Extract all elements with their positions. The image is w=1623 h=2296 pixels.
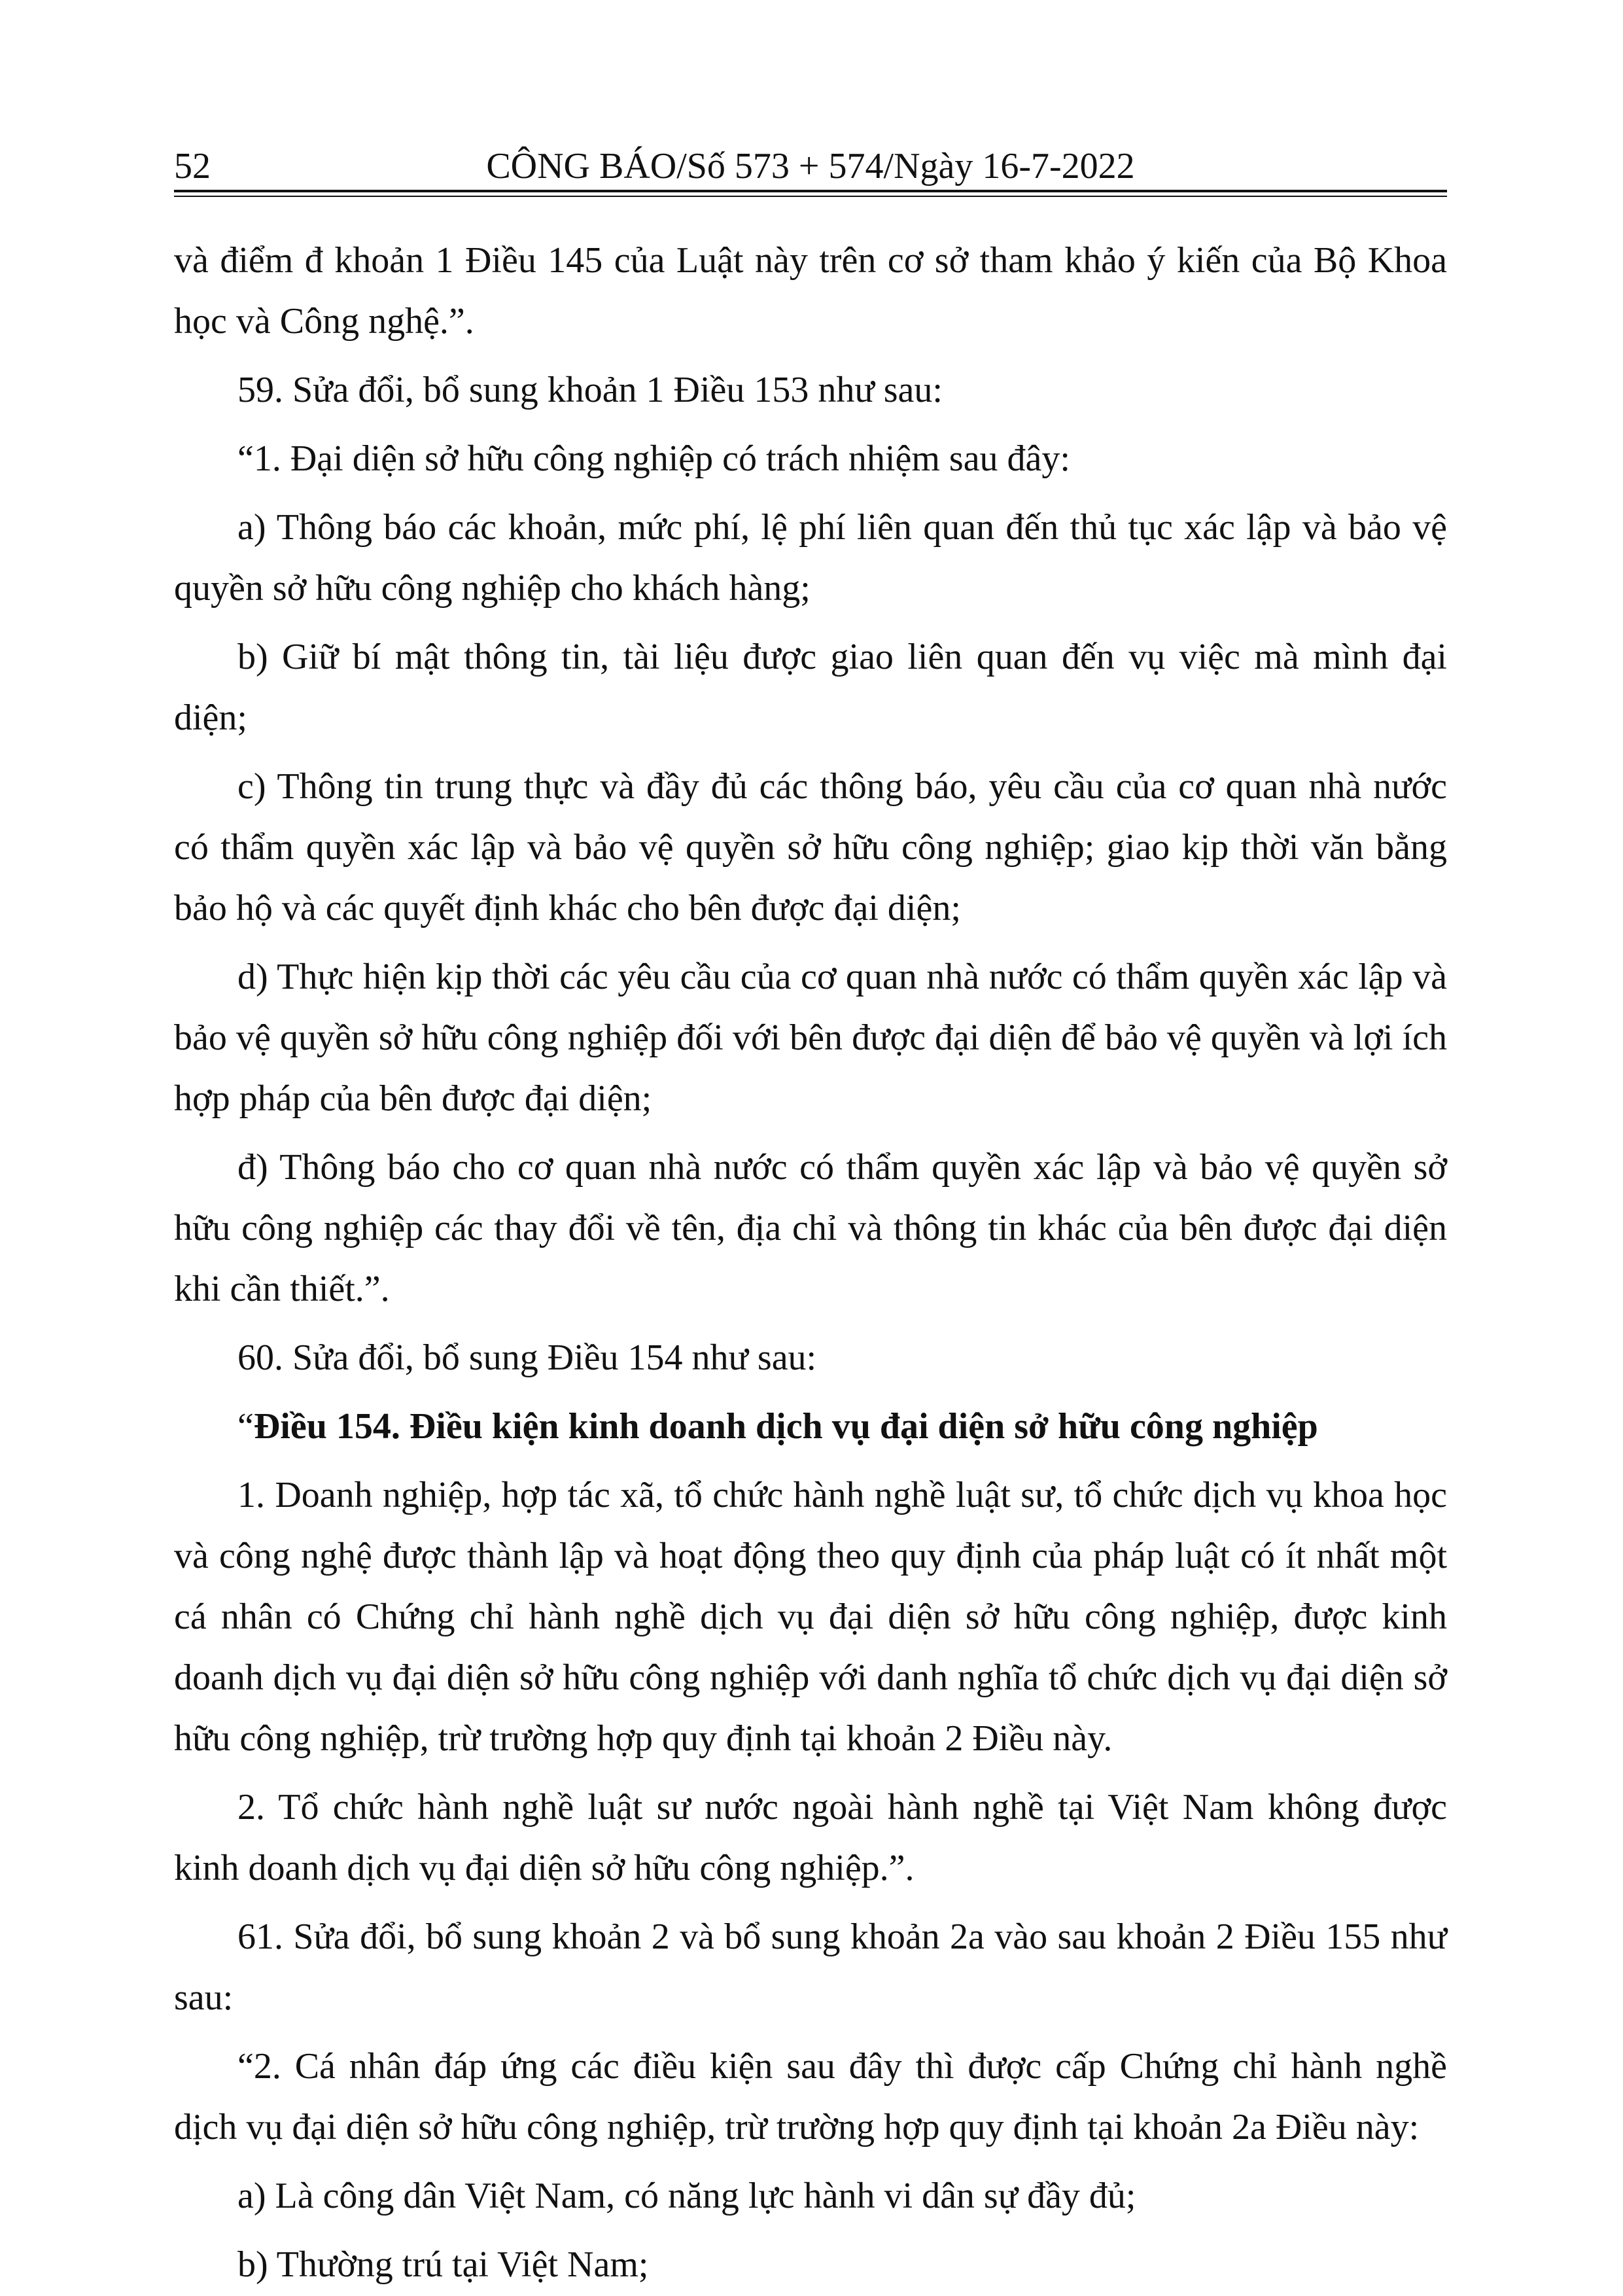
paragraph-article-154-clause-1: 1. Doanh nghiệp, hợp tác xã, tổ chức hành nghề luật sư, tổ chức dịch vụ khoa học và công nghệ được thành lập và hoạt động theo quy định của pháp luật có ít nhất một cá nhân có Chứng chỉ hành nghề dịch vụ đại diện sở hữu công nghiệp, được kinh doanh dịch vụ đại diện sở hữu công nghiệp với danh nghĩa tổ chức dịch vụ đại diện sở hữu công nghiệp, trừ trường hợp quy định tại khoản 2 Điều này. [174,1475,1447,1759]
document-body [174,230,1447,2295]
paragraph-article-154-clause-2: 2. Tổ chức hành nghề luật sư nước ngoài hành nghề tại Việt Nam không được kinh doanh dịch vụ đại diện sở hữu công nghiệp.”. [174,1787,1447,1888]
opening-quote: “ [237,1406,254,1447]
header-rule-thin [174,196,1447,197]
header-rule-thick [174,190,1447,192]
paragraph-item-61: 61. Sửa đổi, bổ sung khoản 2 và bổ sung khoản 2a vào sau khoản 2 Điều 155 như sau: [174,1916,1447,2018]
paragraph-item-60: 60. Sửa đổi, bổ sung Điều 154 như sau: [237,1337,817,1378]
paragraph-clause-2-point-a: a) Là công dân Việt Nam, có năng lực hành vi dân sự đầy đủ; [237,2176,1136,2216]
paragraph-item-59: 59. Sửa đổi, bổ sung khoản 1 Điều 153 như sau: [237,370,943,410]
page-header [174,143,1447,190]
page-number: 52 [174,146,211,186]
paragraph-clause-1: “1. Đại diện sở hữu công nghiệp có trách nhiệm sau đây: [237,438,1070,479]
paragraph-continuation: và điểm đ khoản 1 Điều 145 của Luật này trên cơ sở tham khảo ý kiến của Bộ Khoa học và Công nghệ.”. [174,240,1447,342]
paragraph-point-dd: đ) Thông báo cho cơ quan nhà nước có thẩm quyền xác lập và bảo vệ quyền sở hữu công nghiệp các thay đổi về tên, địa chỉ và thông tin khác của bên được đại diện khi cần thiết.”. [174,1147,1447,1309]
paragraph-point-d: d) Thực hiện kịp thời các yêu cầu của cơ quan nhà nước có thẩm quyền xác lập và bảo vệ quyền sở hữu công nghiệp đối với bên được đại diện để bảo vệ quyền và lợi ích hợp pháp của bên được đại diện; [174,957,1447,1119]
article-154-title: Điều 154. Điều kiện kinh doanh dịch vụ đại diện sở hữu công nghiệp [253,1406,1318,1447]
paragraph-clause-2-point-b: b) Thường trú tại Việt Nam; [237,2244,649,2285]
gazette-title: CÔNG BÁO/Số 573 + 574/Ngày 16-7-2022 [486,146,1135,186]
paragraph-clause-2: “2. Cá nhân đáp ứng các điều kiện sau đây thì được cấp Chứng chỉ hành nghề dịch vụ đại diện sở hữu công nghiệp, trừ trường hợp quy định tại khoản 2a Điều này: [174,2046,1447,2147]
paragraph-point-c: c) Thông tin trung thực và đầy đủ các thông báo, yêu cầu của cơ quan nhà nước có thẩm quyền xác lập và bảo vệ quyền sở hữu công nghiệp; giao kịp thời văn bằng bảo hộ và các quyết định khác cho bên được đại diện; [174,766,1447,928]
paragraph-point-a: a) Thông báo các khoản, mức phí, lệ phí liên quan đến thủ tục xác lập và bảo vệ quyền sở hữu công nghiệp cho khách hàng; [174,507,1447,609]
article-154-heading [174,1396,1447,1457]
paragraph-point-b: b) Giữ bí mật thông tin, tài liệu được giao liên quan đến vụ việc mà mình đại diện; [174,637,1447,738]
